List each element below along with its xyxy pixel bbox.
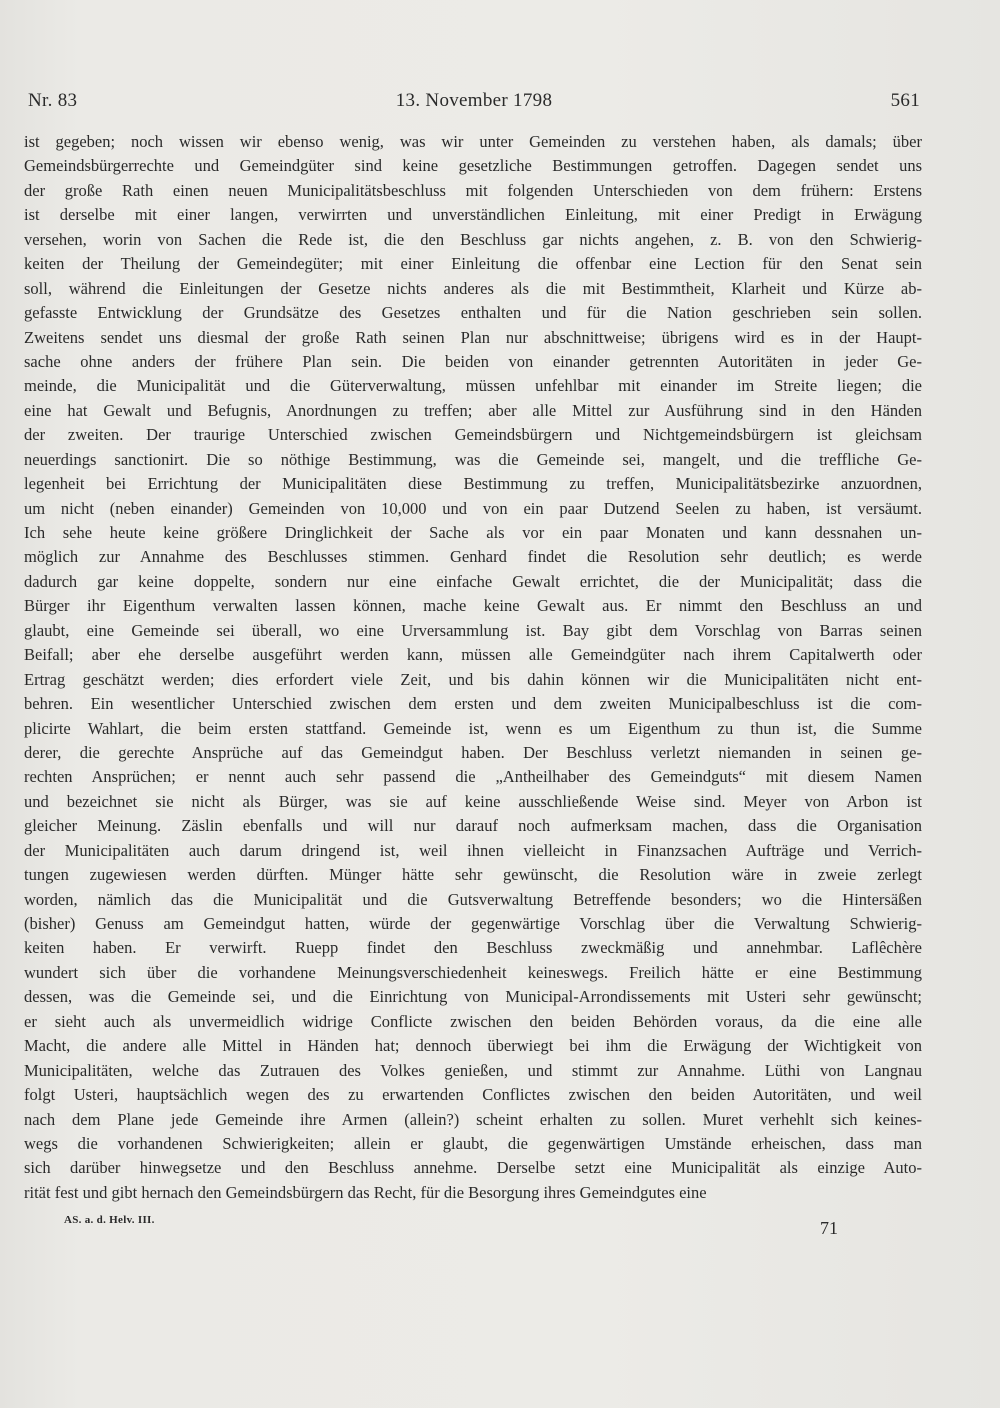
text-line: eine hat Gewalt und Befugnis, Anordnungen zu treffen; aber alle Mittel zur Ausführung sind in den Händen [24,400,922,420]
text-line: der Municipalitäten auch darum dringend ist, weil ihnen vielleicht in Finanzsachen Aufträge und Verrich- [24,840,922,860]
text-line: (bisher) Genuss am Gemeindgut hatten, würde der gegenwärtige Vorschlag über die Verwaltung Schwierig- [24,914,922,933]
text-line: keiten der Theilung der Gemeindegüter; mit einer Einleitung die offenbar eine Lection für den Senat sein [24,254,922,274]
sheet-number: 71 [820,1218,838,1238]
text-line: ist derselbe mit einer langen, verwirrten und unverständlichen Einleitung, mit einer Predigt in Erwägung [24,205,922,225]
text-line: wegs die vorhandenen Schwierigkeiten; allein er glaubt, die gegenwärtigen Umstände erheischen, dass man [24,1133,922,1153]
text-line: gefasste Entwicklung der Grundsätze des Gesetzes enthalten und für die Nation geschrieben sein sollen. [24,303,922,323]
text-line: keiten haben. Er verwirft. Ruepp findet den Beschluss zweckmäßig und annehmbar. Laflêchère [24,938,922,958]
text-line: rität fest und gibt hernach den Gemeindsbürgern das Recht, für die Besorgung ihres Gemeindgutes eine [24,1182,707,1202]
text-line: sich darüber hinwegsetze und den Beschluss annehme. Derselbe setzt eine Municipalität als einzige Auto- [24,1158,922,1178]
text-line: um nicht (neben einander) Gemeinden von 10,000 und von ein paar Dutzend Seelen zu haben, ist versäumt. [24,498,922,518]
page-number: 561 [890,90,920,111]
text-line: gleicher Meinung. Zäslin ebenfalls und will nur darauf noch aufmerksam machen, dass die Organisation [24,816,922,836]
text-line: der große Rath einen neuen Municipalitätsbeschluss mit folgenden Unterschieden von dem frühern: Erstens [24,180,922,200]
text-line: Bürger ihr Eigenthum verwalten lassen können, mache keine Gewalt aus. Er nimmt den Beschluss an und [24,596,922,616]
text-line: Beifall; aber ehe derselbe ausgeführt werden kann, müssen alle Gemeindgüter nach ihrem Capitalwerth oder [24,645,922,665]
text-line: versehen, worin von Sachen die Rede ist, die den Beschluss gar nichts angehen, z. B. von den Schwierig- [24,229,922,249]
text-line: dadurch gar keine doppelte, sondern nur eine einfache Gewalt errichtet, die der Municipalität; dass die [24,571,922,591]
document-number: Nr. 83 [28,90,78,111]
text-line: Zweitens sendet uns diesmal der große Rath seinen Plan nur abschnittweise; übrigens wird es in der Haupt- [24,327,922,347]
text-line: neuerdings sanctionirt. Die so nöthige Bestimmung, was die Gemeinde sei, mangelt, und die treffliche Ge- [24,449,922,469]
text-line: Ich sehe heute keine größere Dringlichkeit der Sache als vor ein paar Monaten und kann dessnahen un- [24,523,922,542]
text-line: legenheit bei Errichtung der Municipalitäten diese Bestimmung zu treffen, Municipalitätsbezirke anzuordnen, [24,474,922,494]
text-line: dessen, was die Gemeinde sei, und die Einrichtung von Municipal-Arrondissements mit Usteri sehr gewünscht; [24,987,922,1007]
text-line: ist gegeben; noch wissen wir ebenso wenig, was wir unter Gemeinden zu verstehen haben, als damals; über [24,132,922,151]
text-line: Gemeindsbürgerrechte und Gemeindgüter sind keine gesetzliche Bestimmungen getroffen. Dagegen sendet uns [24,156,922,176]
text-line: derer, die gerechte Ansprüche auf das Gemeindgut haben. Der Beschluss verletzt niemanden in seinen ge- [24,742,922,762]
body-text [24,130,922,1205]
text-line: Municipalitäten, welche das Zutrauen des Volkes genießen, und stimmt zur Annahme. Lüthi von Langnau [24,1060,922,1080]
text-line: Macht, die andere alle Mittel in Händen hat; dennoch überwiegt bei ihm die Erwägung der Wichtigkeit von [24,1036,922,1056]
text-line: nach dem Plane jede Gemeinde ihre Armen (allein?) scheint erhalten zu sollen. Muret verhehlt sich keines- [24,1109,922,1129]
text-line: soll, während die Einleitungen der Gesetze nichts anderes als die mit Bestimmtheit, Klarheit und Kürze ab- [24,278,922,298]
text-line: rechten Ansprüchen; er nennt auch sehr passend die „Antheilhaber des Gemeindguts“ mit diesem Namen [24,767,922,787]
text-line: behren. Ein wesentlicher Unterschied zwischen dem ersten und dem zweiten Municipalbeschluss ist die com- [24,694,922,714]
text-line: möglich zur Annahme des Beschlusses stimmen. Genhard findet die Resolution sehr deutlich; es werde [24,547,922,567]
page-header [28,90,920,120]
text-line: und bezeichnet sie nicht als Bürger, was sie auf keine ausschließende Weise sind. Meyer von Arbon ist [24,791,922,811]
header-date: 13. November 1798 [395,90,553,111]
text-line: meinde, die Municipalität und die Güterverwaltung, müssen unfehlbar mit einander im Streite liegen; die [24,376,922,396]
series-signature: AS. a. d. Helv. III. [64,1214,155,1226]
text-line: wundert sich über die vorhandene Meinungsverschiedenheit keineswegs. Freilich hätte er eine Bestimmung [24,962,922,982]
text-line: er sieht auch als unvermeidlich widrige Conflicte zwischen den beiden Behörden voraus, da die eine alle [24,1011,922,1031]
text-line: plicirte Wahlart, die beim ersten stattfand. Gemeinde ist, wenn es um Eigenthum zu thun ist, die Summe [24,718,922,738]
text-line: der zweiten. Der traurige Unterschied zwischen Gemeindsbürgern und Nichtgemeindsbürgern ist gleichsam [24,425,922,445]
text-line: tungen zugewiesen werden dürften. Münger hätte sehr gewünscht, die Resolution wäre in zweie zerlegt [24,865,922,885]
text-line: sache ohne anders der frühere Plan sein. Die beiden von einander getrennten Autoritäten in jeder Ge- [24,351,922,371]
text-line: worden, nämlich das die Municipalität und die Gutsverwaltung Betreffende besonders; wo die Hintersäßen [24,889,922,909]
text-line: Ertrag geschätzt werden; dies erfordert viele Zeit, und bis dahin können wir die Municipalitäten nicht ent- [24,669,922,689]
text-line: glaubt, eine Gemeinde sei überall, wo eine Urversammlung ist. Bay gibt dem Vorschlag von Barras seinen [24,620,922,640]
text-line: folgt Usteri, hauptsächlich wegen des zu erwartenden Conflictes zwischen den beiden Autoritäten, und weil [24,1085,922,1105]
